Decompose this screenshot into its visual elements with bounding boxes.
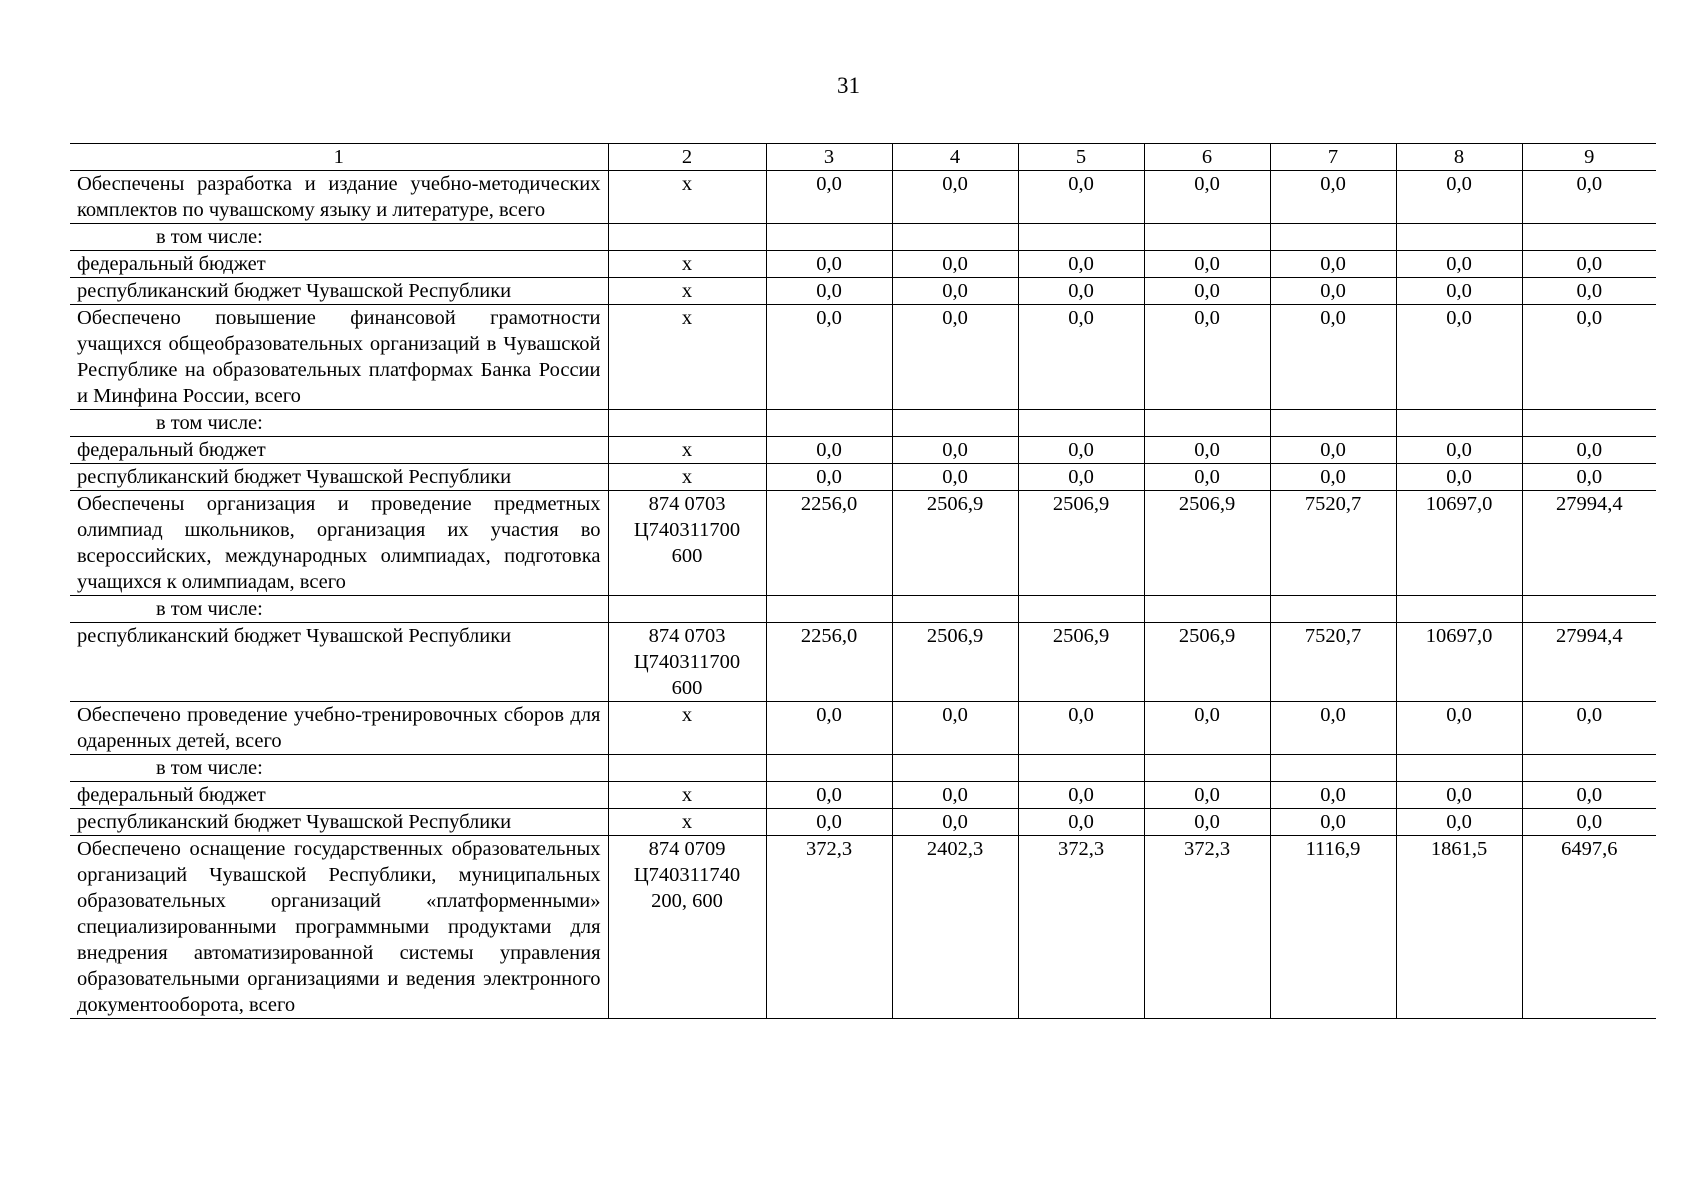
value-cell: 0,0 xyxy=(892,809,1018,836)
table-row xyxy=(70,278,1656,305)
column-header: 5 xyxy=(1018,144,1144,171)
value-cell xyxy=(892,224,1018,251)
value-cell: 27994,4 xyxy=(1522,623,1656,702)
value-cell: 0,0 xyxy=(1522,437,1656,464)
budget-table xyxy=(70,143,1656,1019)
value-cell: 0,0 xyxy=(1522,809,1656,836)
value-cell: 0,0 xyxy=(1144,782,1270,809)
value-cell xyxy=(1144,755,1270,782)
value-cell xyxy=(1270,755,1396,782)
table-row xyxy=(70,410,1656,437)
value-cell: 2506,9 xyxy=(1018,623,1144,702)
page-number: 31 xyxy=(837,73,860,98)
value-cell xyxy=(1018,410,1144,437)
value-cell: 0,0 xyxy=(766,305,892,410)
column-header: 1 xyxy=(70,144,608,171)
budget-code-cell xyxy=(608,491,766,596)
column-number-row xyxy=(70,144,1656,171)
value-cell xyxy=(1522,224,1656,251)
value-cell xyxy=(1270,224,1396,251)
budget-code-cell xyxy=(608,437,766,464)
value-cell: 0,0 xyxy=(1396,305,1522,410)
budget-code-cell xyxy=(608,410,766,437)
value-cell xyxy=(1018,755,1144,782)
table-row xyxy=(70,171,1656,224)
value-cell: 0,0 xyxy=(1018,171,1144,224)
value-cell: 0,0 xyxy=(1522,702,1656,755)
value-cell: 0,0 xyxy=(892,278,1018,305)
row-description: республиканский бюджет Чувашской Республики xyxy=(70,809,608,836)
budget-code-line: Ц740311700 xyxy=(633,651,741,673)
table-row xyxy=(70,305,1656,410)
column-header: 2 xyxy=(608,144,766,171)
value-cell: 0,0 xyxy=(892,437,1018,464)
value-cell: 2506,9 xyxy=(1144,491,1270,596)
column-header: 7 xyxy=(1270,144,1396,171)
budget-code-cell xyxy=(608,171,766,224)
value-cell xyxy=(1144,224,1270,251)
value-cell xyxy=(1018,596,1144,623)
value-cell: 1861,5 xyxy=(1396,836,1522,1019)
value-cell: 0,0 xyxy=(1018,782,1144,809)
budget-code-cell xyxy=(608,782,766,809)
column-header: 8 xyxy=(1396,144,1522,171)
value-cell: 0,0 xyxy=(1018,278,1144,305)
value-cell: 0,0 xyxy=(1270,251,1396,278)
value-cell: 0,0 xyxy=(766,171,892,224)
value-cell: 0,0 xyxy=(766,782,892,809)
budget-code-line: 200, 600 xyxy=(651,890,723,912)
value-cell xyxy=(1396,596,1522,623)
row-description: в том числе: xyxy=(70,224,608,251)
value-cell: 0,0 xyxy=(1270,305,1396,410)
value-cell: 0,0 xyxy=(1270,437,1396,464)
value-cell: 0,0 xyxy=(1522,171,1656,224)
value-cell: 0,0 xyxy=(1270,782,1396,809)
value-cell xyxy=(1270,596,1396,623)
value-cell: 0,0 xyxy=(766,809,892,836)
value-cell: 0,0 xyxy=(1018,809,1144,836)
value-cell: 0,0 xyxy=(1396,464,1522,491)
value-cell: 2506,9 xyxy=(1144,623,1270,702)
table-row xyxy=(70,224,1656,251)
value-cell: 10697,0 xyxy=(1396,623,1522,702)
value-cell xyxy=(766,410,892,437)
value-cell: 0,0 xyxy=(1270,702,1396,755)
value-cell xyxy=(1522,410,1656,437)
value-cell: 0,0 xyxy=(1396,702,1522,755)
budget-code-cell xyxy=(608,809,766,836)
value-cell: 0,0 xyxy=(1396,278,1522,305)
value-cell: 372,3 xyxy=(1018,836,1144,1019)
value-cell: 10697,0 xyxy=(1396,491,1522,596)
row-description: федеральный бюджет xyxy=(70,782,608,809)
row-description: республиканский бюджет Чувашской Республики xyxy=(70,464,608,491)
value-cell xyxy=(892,596,1018,623)
value-cell: 0,0 xyxy=(892,702,1018,755)
table-row xyxy=(70,755,1656,782)
table-row xyxy=(70,782,1656,809)
row-description: федеральный бюджет xyxy=(70,437,608,464)
budget-code-cell xyxy=(608,702,766,755)
budget-code-line: x xyxy=(681,439,693,461)
value-cell: 0,0 xyxy=(1144,437,1270,464)
value-cell: 2506,9 xyxy=(1018,491,1144,596)
value-cell: 0,0 xyxy=(1522,782,1656,809)
budget-code-line: x xyxy=(681,704,693,726)
value-cell xyxy=(1144,410,1270,437)
value-cell xyxy=(1522,755,1656,782)
budget-code-line: 600 xyxy=(671,545,703,567)
table-row xyxy=(70,464,1656,491)
budget-code-line: x xyxy=(681,466,693,488)
value-cell: 0,0 xyxy=(766,464,892,491)
row-description: республиканский бюджет Чувашской Республики xyxy=(70,278,608,305)
value-cell: 2506,9 xyxy=(892,623,1018,702)
value-cell xyxy=(1144,596,1270,623)
budget-code-line: Ц740311700 xyxy=(633,519,741,541)
row-description: в том числе: xyxy=(70,755,608,782)
value-cell: 6497,6 xyxy=(1522,836,1656,1019)
value-cell: 0,0 xyxy=(1018,437,1144,464)
row-description: Обеспечены разработка и издание учебно-методических комплектов по чувашскому языку и литературе, всего xyxy=(70,171,608,224)
column-header: 3 xyxy=(766,144,892,171)
value-cell: 7520,7 xyxy=(1270,623,1396,702)
row-description: Обеспечено повышение финансовой грамотности учащихся общеобразовательных организаций в Чувашской Республике на образовательных платформах Банка России и Минфина России, всего xyxy=(70,305,608,410)
budget-code-cell xyxy=(608,836,766,1019)
table-row xyxy=(70,623,1656,702)
value-cell: 0,0 xyxy=(1144,702,1270,755)
table-row xyxy=(70,836,1656,1019)
value-cell: 0,0 xyxy=(1018,251,1144,278)
budget-code-line: x xyxy=(681,280,693,302)
budget-code-line: x xyxy=(681,811,693,833)
value-cell: 0,0 xyxy=(1396,171,1522,224)
value-cell: 2402,3 xyxy=(892,836,1018,1019)
table-row xyxy=(70,809,1656,836)
value-cell xyxy=(766,755,892,782)
budget-code-line: 874 0703 xyxy=(648,625,726,647)
row-description: в том числе: xyxy=(70,596,608,623)
value-cell: 0,0 xyxy=(1144,171,1270,224)
value-cell: 0,0 xyxy=(892,305,1018,410)
column-header: 4 xyxy=(892,144,1018,171)
row-description: федеральный бюджет xyxy=(70,251,608,278)
budget-code-cell xyxy=(608,755,766,782)
table-body xyxy=(70,171,1656,1019)
value-cell: 0,0 xyxy=(892,782,1018,809)
budget-code-cell xyxy=(608,305,766,410)
value-cell: 2256,0 xyxy=(766,491,892,596)
budget-code-line: x xyxy=(681,784,693,806)
budget-code-line: x xyxy=(681,173,693,195)
value-cell: 0,0 xyxy=(1270,809,1396,836)
value-cell: 0,0 xyxy=(1270,171,1396,224)
value-cell: 0,0 xyxy=(1018,464,1144,491)
value-cell: 0,0 xyxy=(766,251,892,278)
budget-code-line: x xyxy=(681,307,693,329)
budget-code-cell xyxy=(608,251,766,278)
value-cell: 0,0 xyxy=(1522,251,1656,278)
value-cell xyxy=(766,596,892,623)
value-cell: 1116,9 xyxy=(1270,836,1396,1019)
value-cell: 0,0 xyxy=(892,464,1018,491)
budget-code-cell xyxy=(608,596,766,623)
value-cell: 0,0 xyxy=(1270,278,1396,305)
table-row xyxy=(70,702,1656,755)
value-cell xyxy=(1396,224,1522,251)
value-cell xyxy=(1396,410,1522,437)
value-cell: 0,0 xyxy=(766,437,892,464)
budget-code-cell xyxy=(608,278,766,305)
value-cell xyxy=(1522,596,1656,623)
budget-code-line: Ц740311740 xyxy=(633,864,741,886)
row-description: Обеспечены организация и проведение предметных олимпиад школьников, организация их участия во всероссийских, международных олимпиадах, подготовка учащихся к олимпиадам, всего xyxy=(70,491,608,596)
table-row xyxy=(70,491,1656,596)
value-cell: 0,0 xyxy=(1522,278,1656,305)
value-cell xyxy=(766,224,892,251)
value-cell: 2256,0 xyxy=(766,623,892,702)
row-description: Обеспечено оснащение государственных образовательных организаций Чувашской Республики, муниципальных образовательных организаций «платформенными» специализированными программными продуктами для внедрения автоматизированной системы управления образовательными организациями и ведения электронного документооборота, всего xyxy=(70,836,608,1019)
table-row xyxy=(70,251,1656,278)
value-cell: 0,0 xyxy=(1522,464,1656,491)
value-cell xyxy=(1396,755,1522,782)
value-cell: 0,0 xyxy=(766,278,892,305)
budget-code-line: 874 0709 xyxy=(648,838,726,860)
value-cell: 0,0 xyxy=(1270,464,1396,491)
value-cell: 0,0 xyxy=(1144,251,1270,278)
row-description: Обеспечено проведение учебно-тренировочных сборов для одаренных детей, всего xyxy=(70,702,608,755)
table-header xyxy=(70,144,1656,171)
row-description: в том числе: xyxy=(70,410,608,437)
value-cell: 372,3 xyxy=(766,836,892,1019)
column-header: 6 xyxy=(1144,144,1270,171)
value-cell: 0,0 xyxy=(1018,305,1144,410)
value-cell xyxy=(892,755,1018,782)
budget-code-cell xyxy=(608,464,766,491)
value-cell: 0,0 xyxy=(1018,702,1144,755)
value-cell: 0,0 xyxy=(1396,782,1522,809)
value-cell: 2506,9 xyxy=(892,491,1018,596)
value-cell: 0,0 xyxy=(1396,809,1522,836)
budget-code-line: 874 0703 xyxy=(648,493,726,515)
value-cell: 0,0 xyxy=(892,171,1018,224)
table-row xyxy=(70,596,1656,623)
value-cell xyxy=(1270,410,1396,437)
row-description: республиканский бюджет Чувашской Республики xyxy=(70,623,608,702)
value-cell: 27994,4 xyxy=(1522,491,1656,596)
value-cell: 0,0 xyxy=(1522,305,1656,410)
budget-code-line: x xyxy=(681,253,693,275)
budget-code-cell xyxy=(608,623,766,702)
budget-code-line: 600 xyxy=(671,677,703,699)
value-cell: 0,0 xyxy=(1396,437,1522,464)
value-cell: 372,3 xyxy=(1144,836,1270,1019)
value-cell: 0,0 xyxy=(1144,278,1270,305)
value-cell: 0,0 xyxy=(892,251,1018,278)
value-cell xyxy=(1018,224,1144,251)
value-cell: 0,0 xyxy=(1396,251,1522,278)
value-cell xyxy=(892,410,1018,437)
table-row xyxy=(70,437,1656,464)
column-header: 9 xyxy=(1522,144,1656,171)
budget-code-cell xyxy=(608,224,766,251)
value-cell: 0,0 xyxy=(1144,464,1270,491)
value-cell: 0,0 xyxy=(1144,809,1270,836)
value-cell: 7520,7 xyxy=(1270,491,1396,596)
value-cell: 0,0 xyxy=(766,702,892,755)
value-cell: 0,0 xyxy=(1144,305,1270,410)
